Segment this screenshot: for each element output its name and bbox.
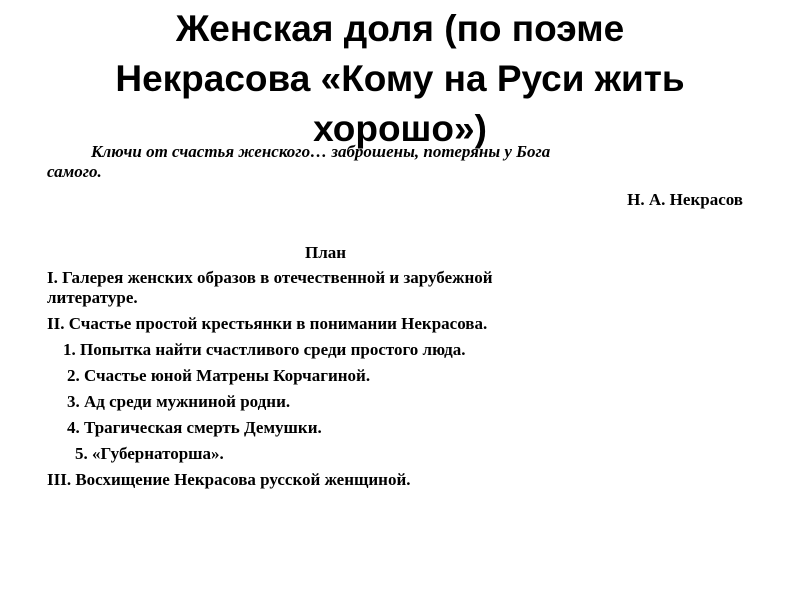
plan-subitem: 2. Счастье юной Матрены Корчагиной. (67, 366, 371, 385)
plan-item: литературе. (47, 288, 138, 307)
plan-heading: План (305, 243, 347, 262)
slide-title (40, 4, 760, 154)
plan-item: III. Восхищение Некрасова русской женщиной. (47, 470, 411, 489)
plan-list (47, 268, 747, 496)
plan-item: II. Счастье простой крестьянки в понимании Некрасова. (47, 314, 488, 333)
plan-item: I. Галерея женских образов в отечественной и зарубежной (47, 268, 493, 287)
epigraph-line-2: самого. (47, 162, 102, 181)
plan-subitem: 5. «Губернаторша». (75, 444, 224, 463)
epigraph-author: Н. А. Некрасов (627, 190, 743, 209)
plan-subitem: 4. Трагическая смерть Демушки. (67, 418, 322, 437)
plan-subitem: 1. Попытка найти счастливого среди простого люда. (63, 340, 466, 359)
epigraph-line-1: Ключи от счастья женского… заброшены, потеряны у Бога (91, 142, 551, 161)
title-line-3: хорошо») (313, 108, 487, 149)
title-line-1: Женская доля (по поэме (175, 8, 625, 49)
title-line-2: Некрасова «Кому на Руси жить (115, 58, 685, 99)
plan-subitem: 3. Ад среди мужниной родни. (67, 392, 291, 411)
epigraph (47, 142, 747, 182)
